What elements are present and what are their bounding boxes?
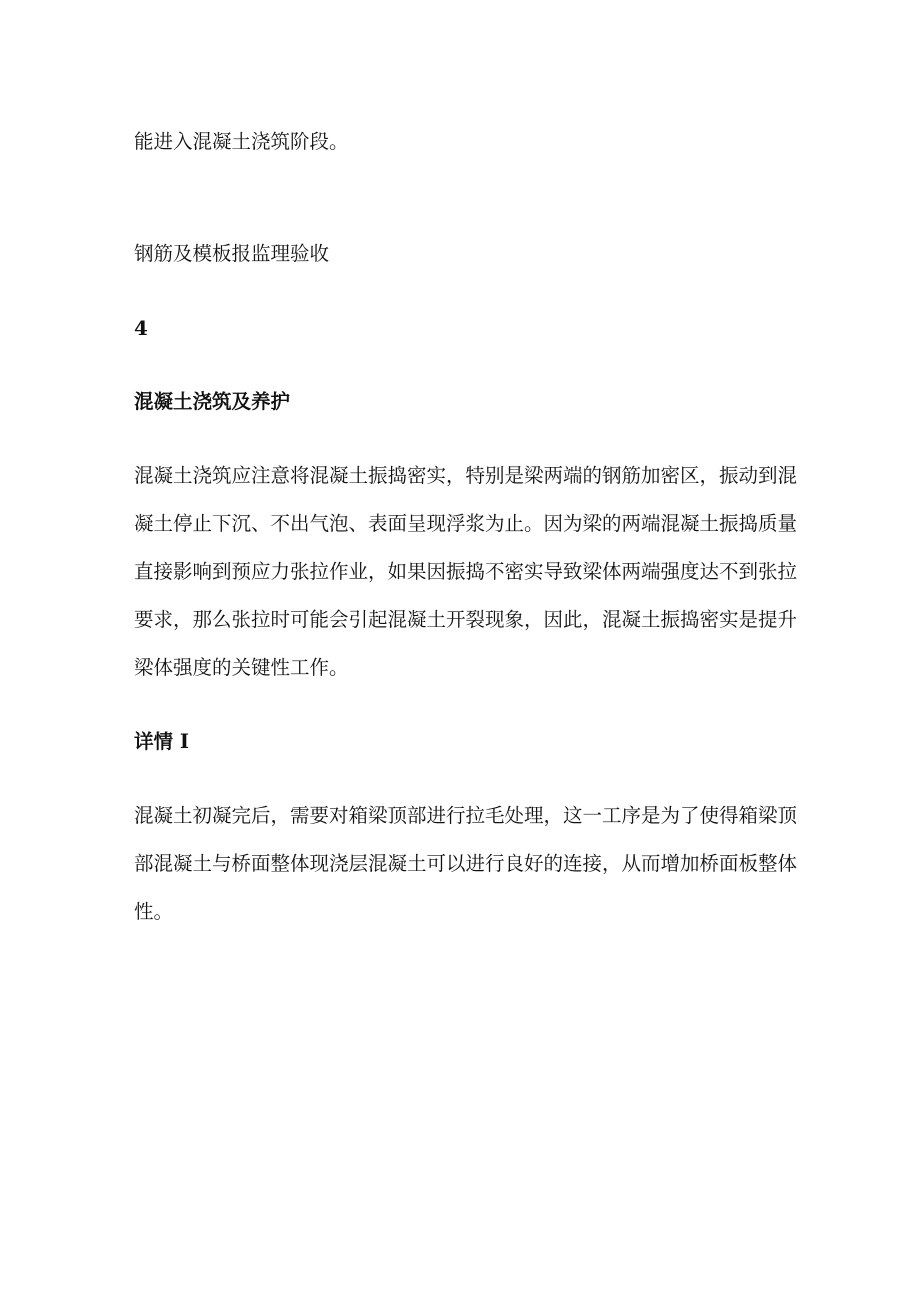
intro-fragment: 能进入混凝土浇筑阶段。 xyxy=(134,130,349,153)
detail-heading-numeral: I xyxy=(179,730,189,753)
detail-heading-label: 详情 xyxy=(134,730,174,753)
section-number: 4 xyxy=(134,316,148,340)
section-title: 混凝土浇筑及养护 xyxy=(134,390,291,413)
detail-body-paragraph: 混凝土初凝完后，需要对箱梁顶部进行拉毛处理，这一工序是为了使得箱梁顶部混凝土与桥面整体现浇层混凝土可以进行良好的连接，从而增加桥面板整体性。 xyxy=(134,804,798,923)
detail-heading xyxy=(134,718,799,766)
document-content xyxy=(134,118,799,962)
step-item: 钢筋及模板报监理验收 xyxy=(134,242,330,265)
section-body-paragraph: 混凝土浇筑应注意将混凝土振捣密实，特别是梁两端的钢筋加密区，振动到混凝土停止下沉、不出气泡、表面呈现浮浆为止。因为梁的两端混凝土振捣质量直接影响到预应力张拉作业，如果因振捣不密实导致梁体两端强度达不到张拉要求，那么张拉时可能会引起混凝土开裂现象，因此，混凝土振捣密实是提升梁体强度的关键性工作。 xyxy=(134,464,798,679)
